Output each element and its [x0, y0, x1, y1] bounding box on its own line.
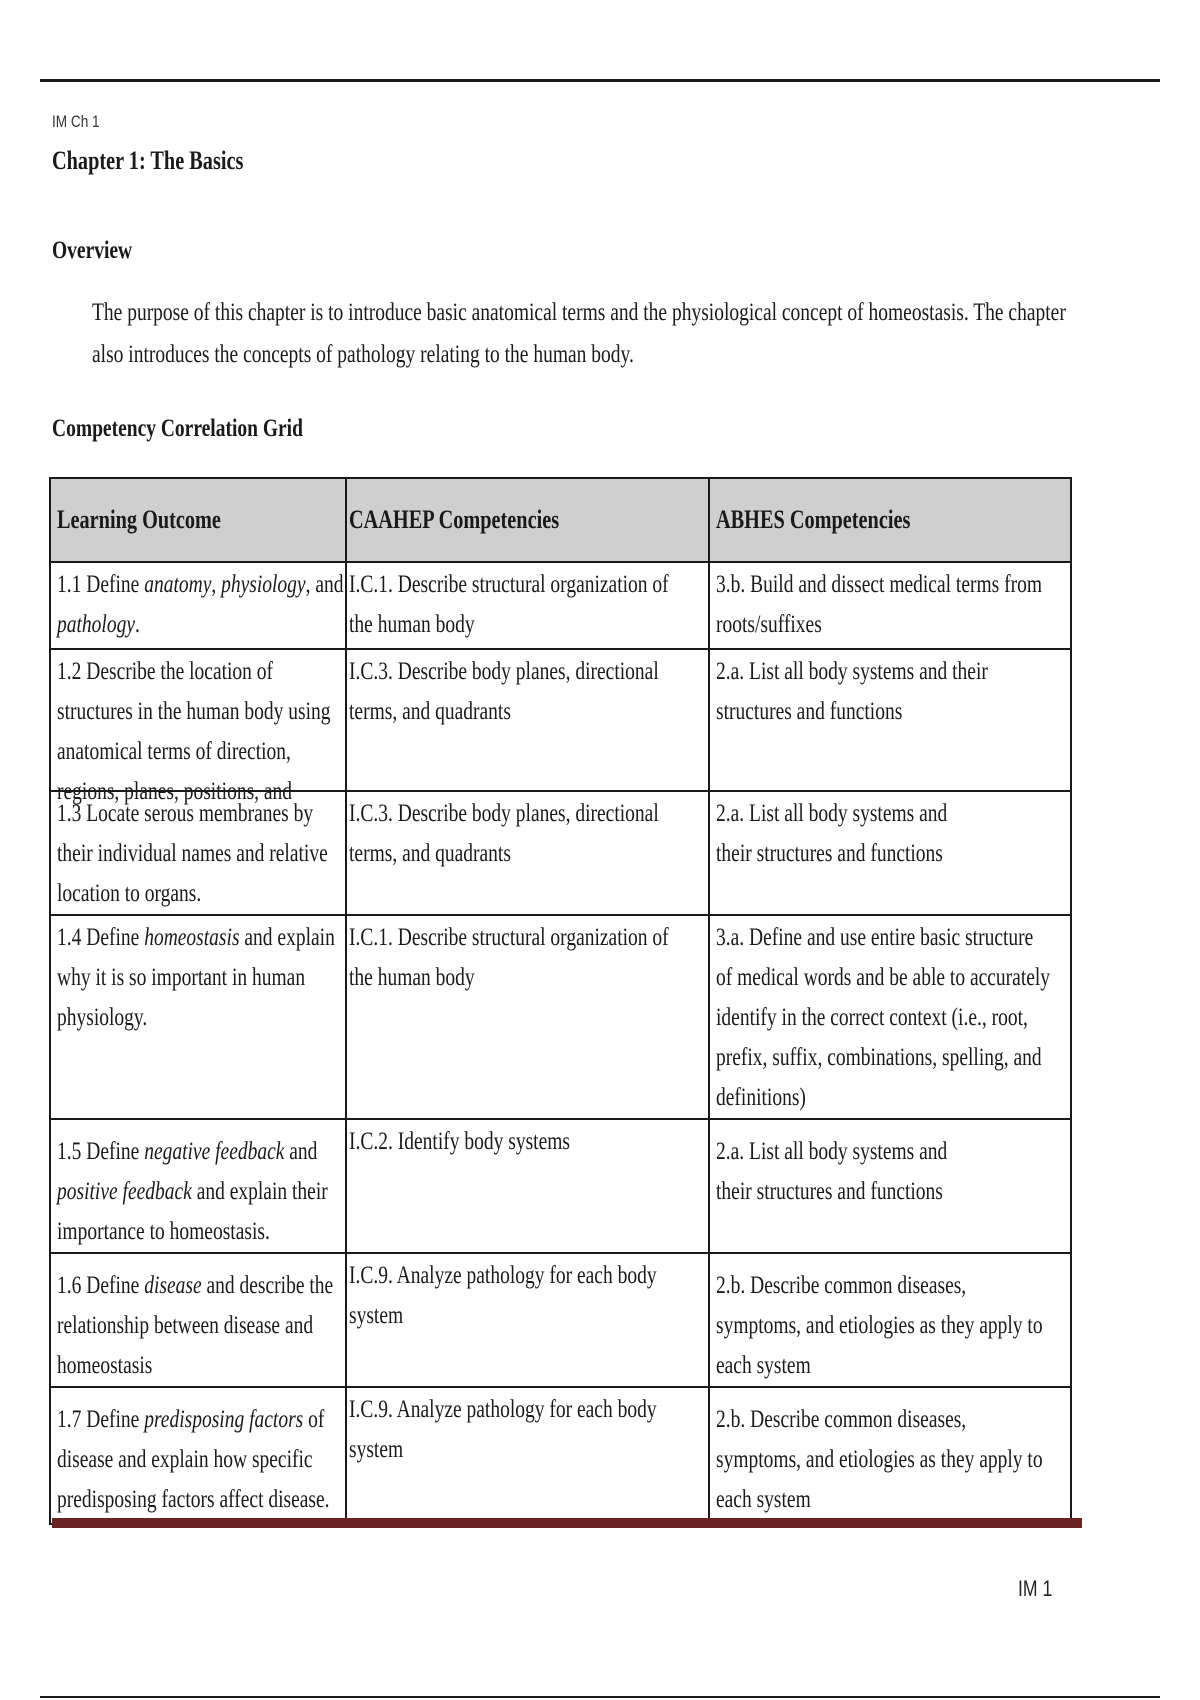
outcome-text: and explain why it is so important in human physiology. [57, 924, 335, 1031]
abhes-cell: 3.b. Build and dissect medical terms from roots/suffixes [709, 562, 1071, 649]
table-row [50, 791, 1071, 915]
abhes-cell: 2.b. Describe common diseases, symptoms, and etiologies as they apply to each system [709, 1387, 1071, 1524]
caahep-cell: I.C.2. Identify body systems [346, 1119, 709, 1253]
italic-term: predisposing factors [144, 1406, 304, 1433]
caahep-cell: I.C.1. Describe structural organization of the human body [346, 562, 709, 649]
learning-outcome-cell [50, 791, 346, 915]
table-row [50, 1253, 1071, 1387]
caahep-cell: I.C.9. Analyze pathology for each body system [346, 1253, 709, 1387]
top-rule [40, 79, 1160, 82]
footer-bar [52, 1518, 1082, 1528]
learning-outcome-cell [50, 1387, 346, 1524]
outcome-text: and explain their importance to homeostasis. [57, 1178, 328, 1245]
learning-outcome-cell [50, 1253, 346, 1387]
column-header-abhes: ABHES Competencies [709, 478, 1071, 562]
outcome-text: 1.6 Define [57, 1272, 145, 1299]
chapter-title: Chapter 1: The Basics [52, 146, 244, 175]
table-row [50, 562, 1071, 649]
bottom-rule [40, 1696, 1160, 1698]
outcome-text: 1.2 Describe the location of structures in the human body using anatomical terms of direction, regions, planes, positions, and [57, 658, 331, 805]
caahep-cell: I.C.1. Describe structural organization of the human body [346, 915, 709, 1119]
outcome-text: of disease and explain how specific predisposing factors affect disease. [57, 1406, 330, 1513]
italic-term: pathology [57, 611, 135, 638]
caahep-cell: I.C.9. Analyze pathology for each body system [346, 1387, 709, 1524]
learning-outcome-cell [50, 649, 346, 805]
abhes-cell: 2.a. List all body systems and their structures and functions [709, 649, 1071, 791]
italic-term: homeostasis [144, 924, 240, 951]
running-head: IM Ch 1 [52, 112, 100, 131]
outcome-text: and [284, 1138, 318, 1165]
table-row [50, 649, 1071, 791]
italic-term: physiology [221, 571, 306, 598]
overview-heading: Overview [52, 237, 133, 264]
outcome-text: and describe the relationship between disease and homeostasis [57, 1272, 334, 1379]
table-row [50, 915, 1071, 1119]
competency-correlation-table [49, 477, 1072, 1525]
outcome-text: 1.5 Define [57, 1138, 145, 1165]
learning-outcome-cell [50, 915, 346, 1119]
abhes-cell: 2.a. List all body systems and their structures and functions [709, 791, 1071, 915]
column-header-caahep: CAAHEP Competencies [346, 478, 709, 562]
italic-term: positive feedback [57, 1178, 192, 1205]
overview-text: The purpose of this chapter is to introduce basic anatomical terms and the physiological concept of homeostasis. The chapter also introduces the concepts of pathology relating to the human body. [92, 299, 1066, 368]
abhes-cell: 2.b. Describe common diseases, symptoms, and etiologies as they apply to each system [709, 1253, 1071, 1387]
caahep-cell: I.C.3. Describe body planes, directional terms, and quadrants [346, 791, 709, 915]
learning-outcome-cell [50, 562, 346, 649]
outcome-text: , and [305, 571, 344, 598]
outcome-text: 1.7 Define [57, 1406, 145, 1433]
table-row [50, 1387, 1071, 1524]
outcome-text: 1.1 Define [57, 571, 145, 598]
outcome-text: . [135, 611, 140, 638]
table-header-row [50, 478, 1071, 562]
competency-grid-heading: Competency Correlation Grid [52, 415, 303, 442]
abhes-cell: 3.a. Define and use entire basic structure of medical words and be able to accurately identify in the correct context (i.e., root, prefix, suffix, combinations, spelling, and definitions) [709, 915, 1071, 1119]
column-header-learning-outcome: Learning Outcome [50, 478, 346, 562]
italic-term: anatomy [144, 571, 212, 598]
outcome-text: 1.4 Define [57, 924, 145, 951]
learning-outcome-cell [50, 1119, 346, 1253]
page-number: IM 1 [1018, 1576, 1053, 1601]
italic-term: disease [144, 1272, 202, 1299]
caahep-cell: I.C.3. Describe body planes, directional terms, and quadrants [346, 649, 709, 791]
outcome-text: 1.3 Locate serous membranes by their individual names and relative location to organs. [57, 800, 328, 907]
outcome-text: , [211, 571, 222, 598]
abhes-cell: 2.a. List all body systems and their structures and functions [709, 1119, 1071, 1253]
table-row [50, 1119, 1071, 1253]
italic-term: negative feedback [144, 1138, 285, 1165]
